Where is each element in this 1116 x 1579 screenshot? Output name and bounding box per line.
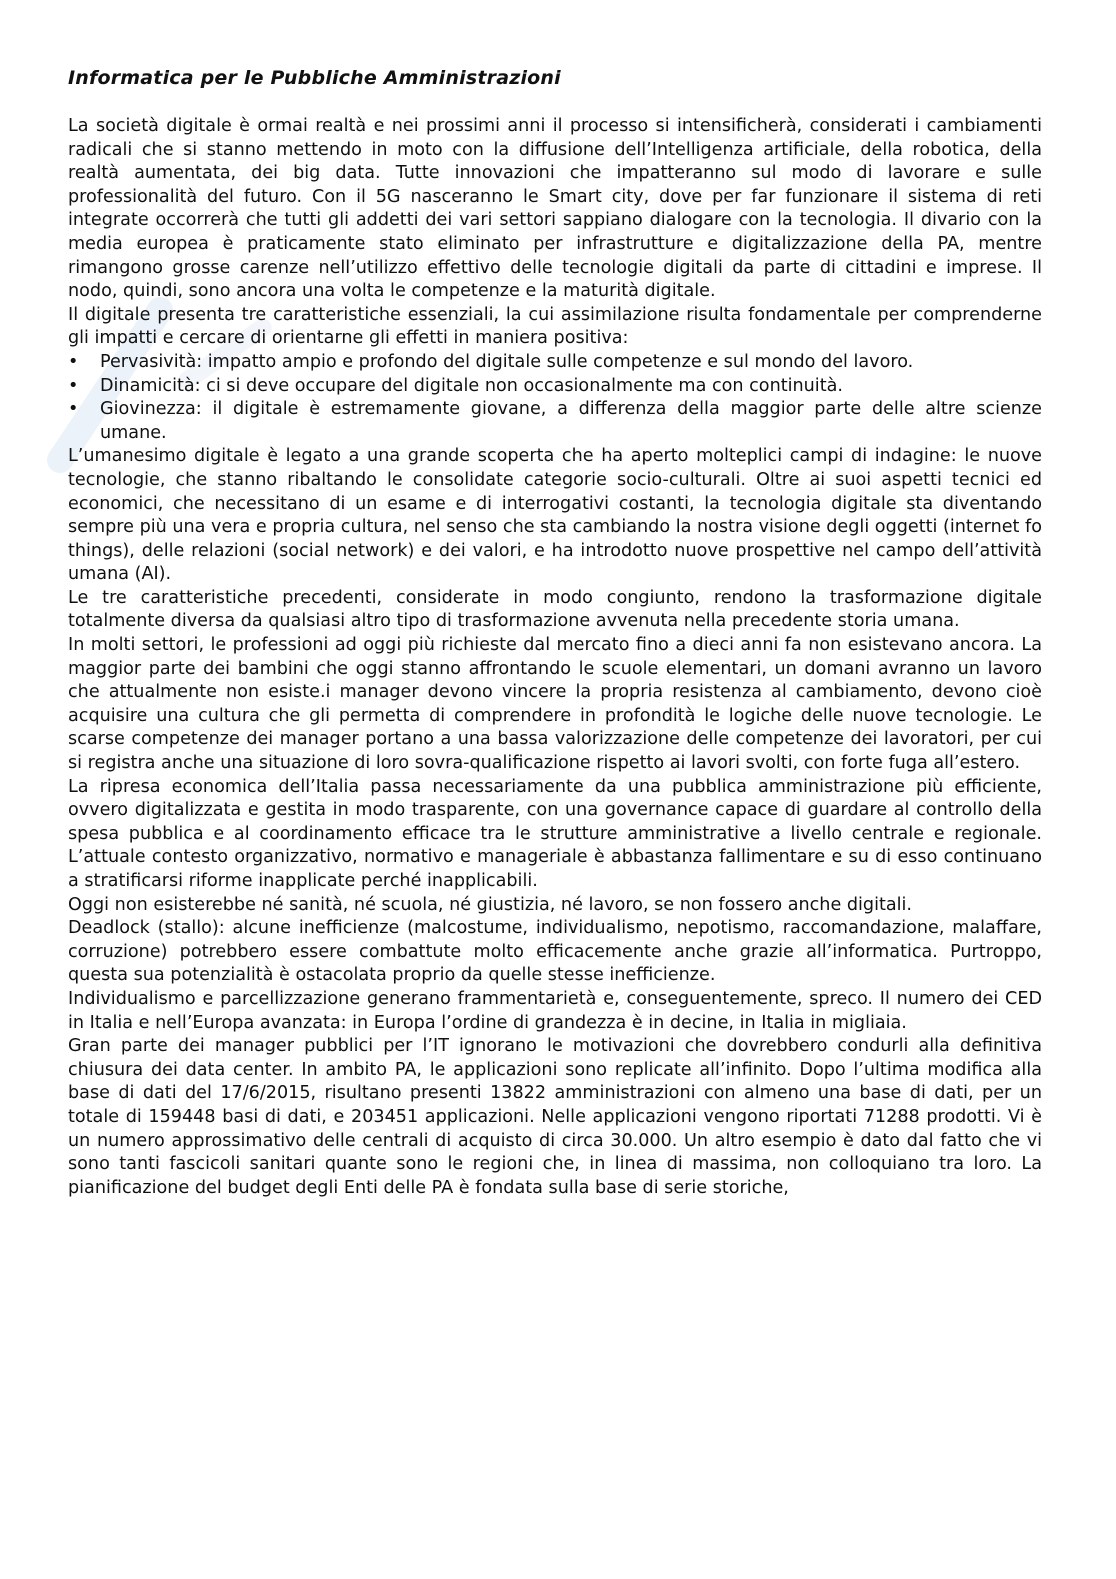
list-item-text: Pervasività: impatto ampio e profondo del digitale sulle competenze e sul mondo del lavoro. <box>100 351 914 372</box>
paragraph: Individualismo e parcellizzazione generano frammentarietà e, conseguentemente, spreco. Il numero dei CED in Italia e nell’Europa avanzata: in Europa l’ordine di grandezza è in decine, in Italia in migliaia. <box>68 988 1042 1033</box>
list-item-text: Giovinezza: il digitale è estremamente giovane, a differenza della maggior parte delle altre scienze umane. <box>100 399 1042 443</box>
list-item <box>68 351 1042 375</box>
bullet-icon: • <box>68 351 79 372</box>
paragraph: Il digitale presenta tre caratteristiche essenziali, la cui assimilazione risulta fondamentale per comprenderne gli impatti e cercare di orientarne gli effetti in maniera positiva: <box>68 304 1042 349</box>
paragraph: In molti settori, le professioni ad oggi più richieste dal mercato fino a dieci anni fa non esistevano ancora. La maggior parte dei bambini che oggi stanno affrontando le scuole elementari, un domani avranno un lavoro che attualmente non esiste.i manager devono vincere la propria resistenza al cambiamento, devono cioè acquisire una cultura che gli permetta di comprendere in profondità le logiche delle nuove tecnologie. Le scarse competenze dei manager portano a una bassa valorizzazione delle competenze dei lavoratori, per cui si registra anche una situazione di loro sovra-qualificazione rispetto ai lavori svolti, con forte fuga all’estero. <box>68 635 1042 774</box>
list-item <box>68 398 1042 445</box>
document-title: Informatica per le Pubbliche Amministrazioni <box>68 67 561 89</box>
bullet-icon: • <box>68 375 79 396</box>
characteristics-list <box>68 351 1042 445</box>
paragraph: Oggi non esisterebbe né sanità, né scuola, né giustizia, né lavoro, se non fossero anche digitali. <box>68 894 913 915</box>
document-body <box>68 66 1042 1200</box>
paragraph: L’umanesimo digitale è legato a una grande scoperta che ha aperto molteplici campi di indagine: le nuove tecnologie, che stanno ribaltando le consolidate categorie socio-culturali. Oltre ai suoi aspetti tecnici ed economici, che necessitano di un esame e di interrogativi costanti, la tecnologia digitale sta diventando sempre più una vera e propria cultura, nel senso che sta cambiando la nostra visione degli oggetti (internet fo things), delle relazioni (social network) e dei valori, e ha introdotto nuove prospettive nel campo dell’attività umana (AI). <box>68 446 1042 585</box>
list-item <box>68 375 1042 399</box>
paragraph: Le tre caratteristiche precedenti, considerate in modo congiunto, rendono la trasformazione digitale totalmente diversa da qualsiasi altro tipo di trasformazione avvenuta nella precedente storia umana. <box>68 587 1042 632</box>
bullet-icon: • <box>68 399 79 420</box>
list-item-text: Dinamicità: ci si deve occupare del digitale non occasionalmente ma con continuità. <box>100 375 843 396</box>
paragraph: Deadlock (stallo): alcune inefficienze (malcostume, individualismo, nepotismo, raccomandazione, malaffare, corruzione) potrebbero essere combattute molto efficacemente anche grazie all’informatica. Purtroppo, questa sua potenzialità è ostacolata proprio da quelle stesse inefficienze. <box>68 918 1042 986</box>
paragraph: Gran parte dei manager pubblici per l’IT ignorano le motivazioni che dovrebbero condurli alla definitiva chiusura dei data center. In ambito PA, le applicazioni sono replicate all’infinito. Dopo l’ultima modifica alla base di dati del 17/6/2015, risultano presenti 13822 amministrazioni con almeno una base di dati, per un totale di 159448 basi di dati, e 203451 applicazioni. Nelle applicazioni vengono riportati 71288 prodotti. Vi è un numero approssimativo delle centrali di acquisto di circa 30.000. Un altro esempio è dato dal fatto che vi sono tanti fascicoli sanitari quante sono le regioni che, in linea di massima, non colloquiano tra loro. La pianificazione del budget degli Enti delle PA è fondata sulla base di serie storiche, <box>68 1036 1042 1198</box>
paragraph: La società digitale è ormai realtà e nei prossimi anni il processo si intensificherà, considerati i cambiamenti radicali che si stanno mettendo in moto con la diffusione dell’Intelligenza artificiale, della robotica, della realtà aumentata, dei big data. Tutte innovazioni che impatteranno sul modo di lavorare e sulle professionalità del futuro. Con il 5G nasceranno le Smart city, dove per far funzionare il sistema di reti integrate occorrerà che tutti gli addetti dei vari settori sappiano dialogare con la tecnologia. Il divario con la media europea è praticamente stato eliminato per infrastrutture e digitalizzazione della PA, mentre rimangono grosse carenze nell’utilizzo effettivo delle tecnologie digitali da parte di cittadini e imprese. Il nodo, quindi, sono ancora una volta le competenze e la maturità digitale. <box>68 116 1042 302</box>
paragraph: La ripresa economica dell’Italia passa necessariamente da una pubblica amministrazione più efficiente, ovvero digitalizzata e gestita in modo trasparente, con una governance capace di guardare al controllo della spesa pubblica e al coordinamento efficace tra le strutture amministrative a livello centrale e regionale. L’attuale contesto organizzativo, normativo e manageriale è abbastanza fallimentare e su di esso continuano a stratificarsi riforme inapplicate perché inapplicabili. <box>68 776 1042 891</box>
